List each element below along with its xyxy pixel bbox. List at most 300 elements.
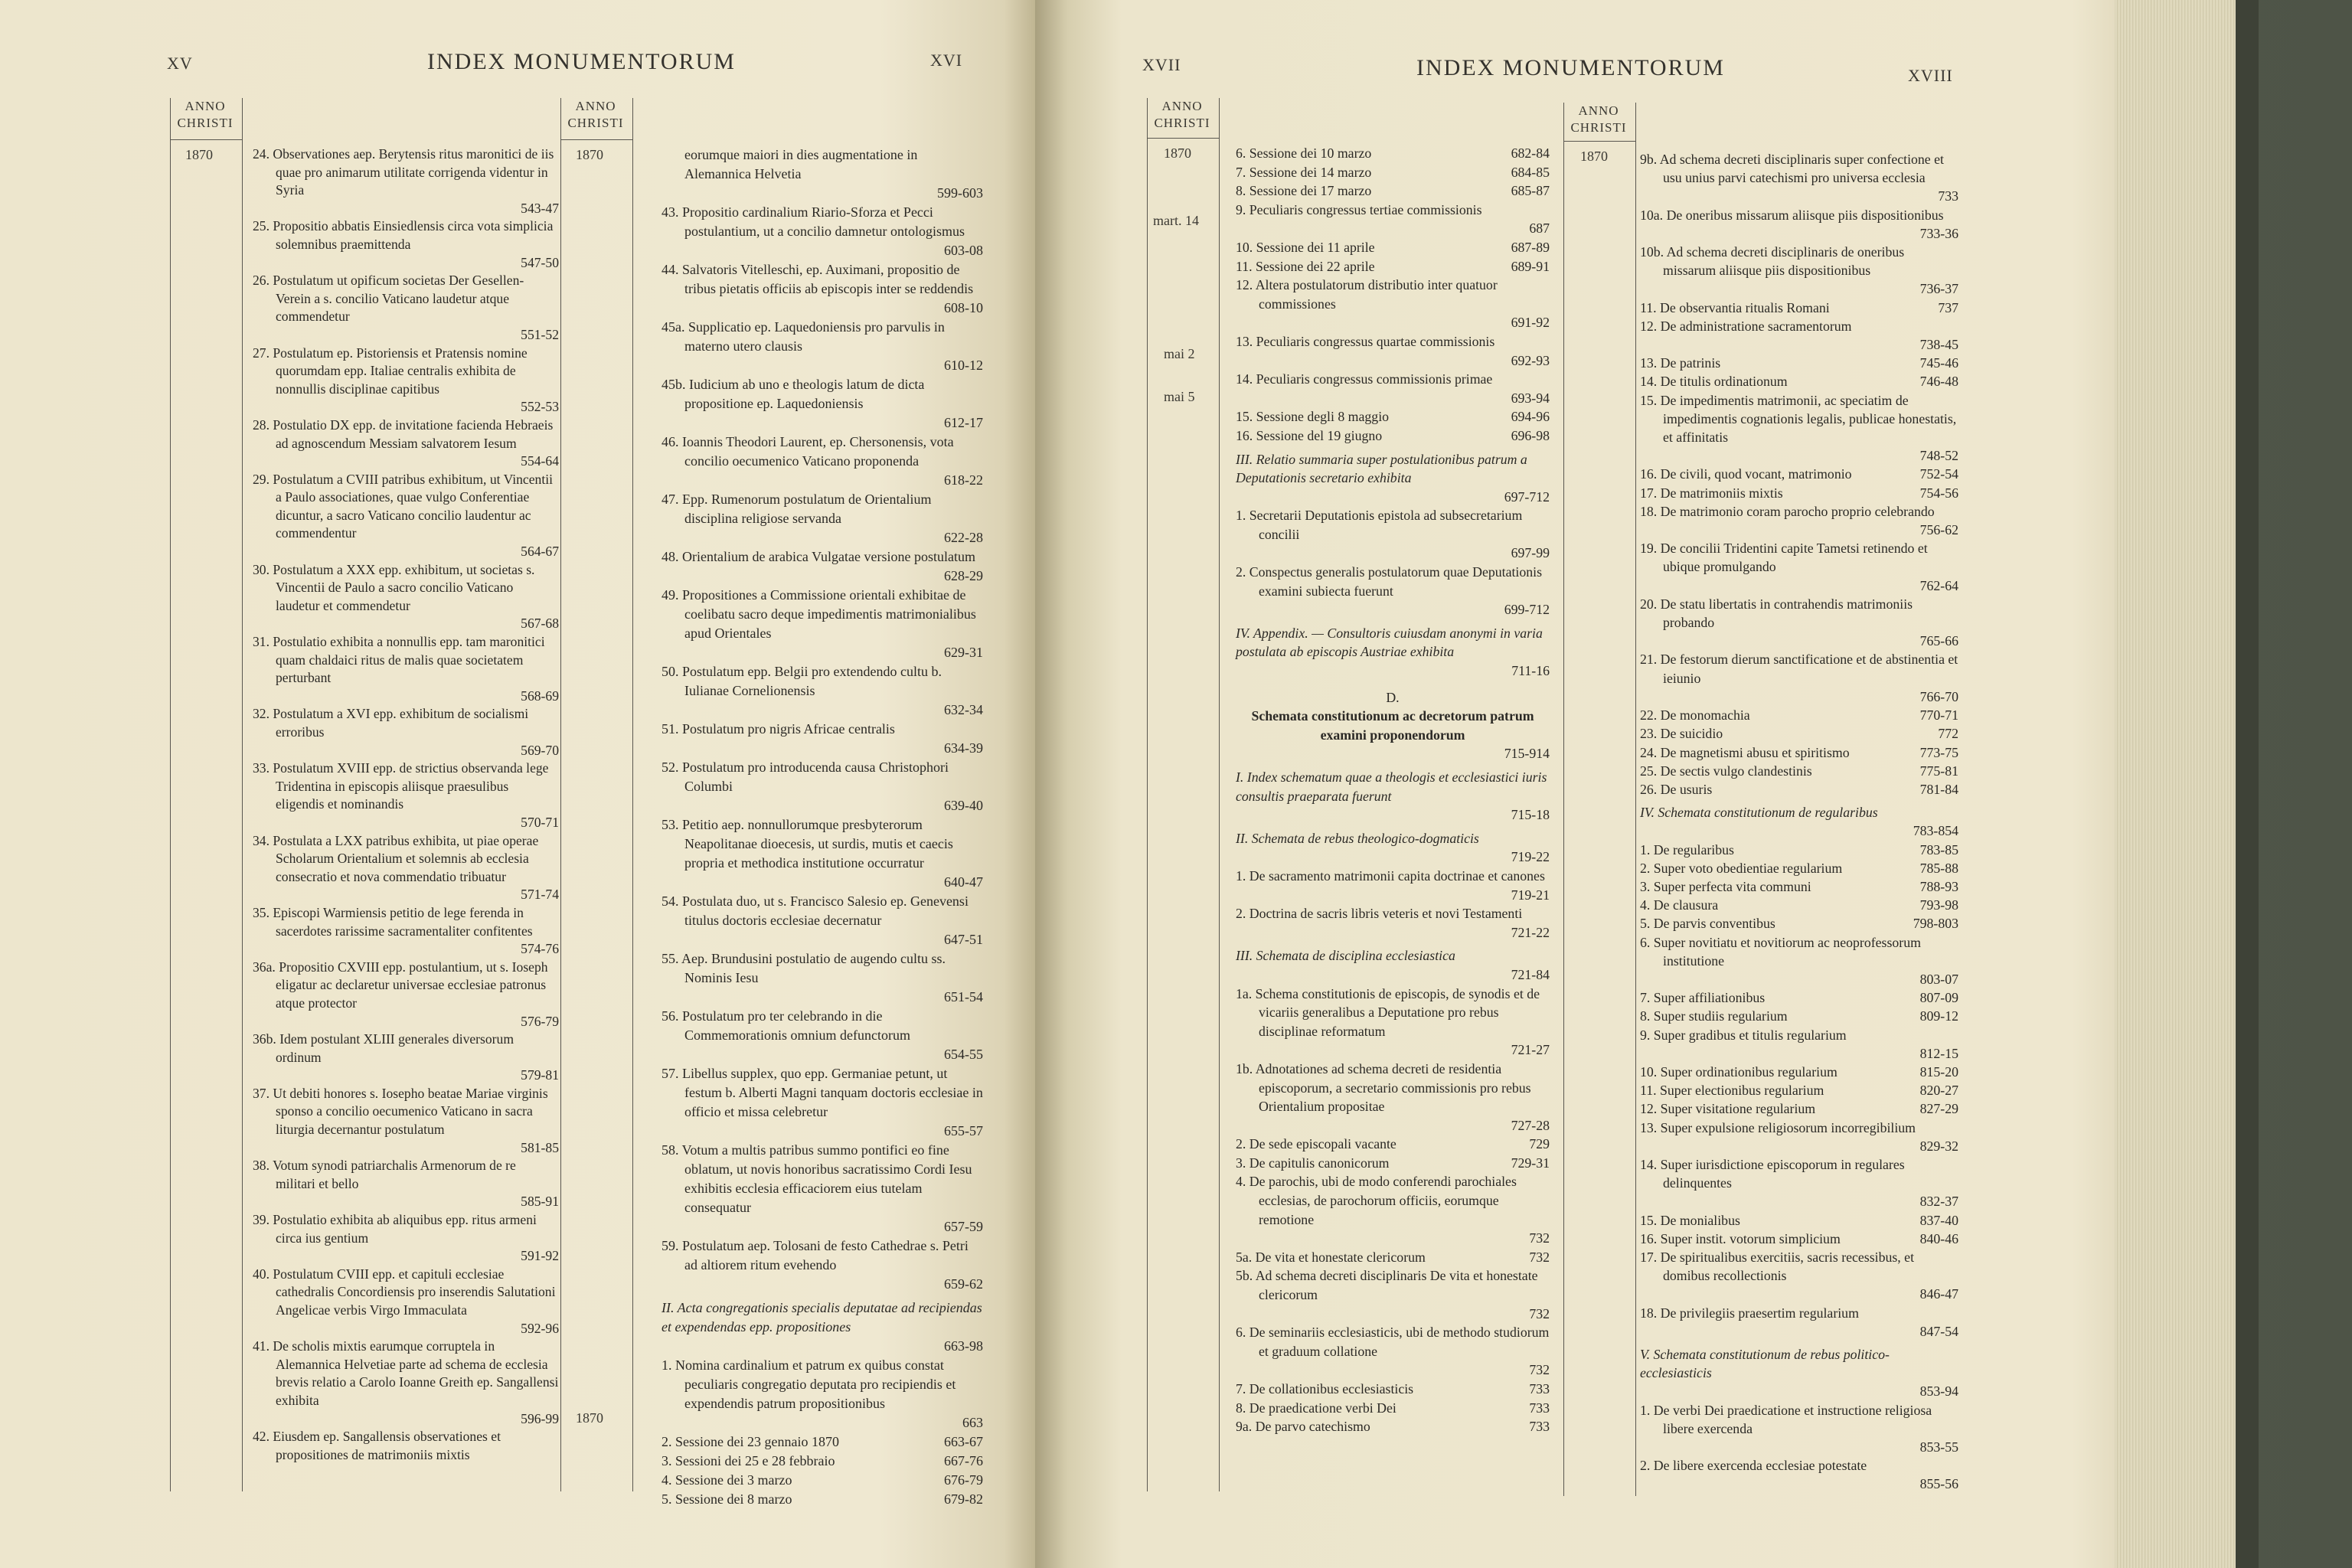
index-entry bbox=[1640, 150, 1958, 206]
entry-title: 12. De administratione sacramentorum bbox=[1640, 318, 1852, 334]
entry-title: 24. Observationes aep. Berytensis ritus maronitici de iis quae pro animarum utilitate corrigenda videntur in Syria bbox=[253, 146, 554, 198]
entry-title: 21. De festorum dierum sanctificatione et de abstinentia et ieiunio bbox=[1640, 652, 1958, 686]
rule bbox=[1219, 98, 1220, 1491]
entry-title: 5. De parvis conventibus bbox=[1640, 916, 1775, 932]
year-1870: 1870 bbox=[1164, 145, 1191, 161]
entry-title: 47. Epp. Rumenorum postulatum de Orientalium disciplina religiose servanda bbox=[662, 492, 932, 526]
entry-title: 7. De collationibus ecclesiasticis bbox=[1236, 1381, 1414, 1396]
year-mart-14: mart. 14 bbox=[1153, 213, 1199, 228]
page-range: 663 bbox=[962, 1415, 983, 1430]
page-range: 696-98 bbox=[1511, 427, 1550, 443]
index-entry bbox=[253, 633, 559, 705]
entry-title: 16. Sessione del 19 giugno bbox=[1236, 427, 1383, 443]
page-range: 567-68 bbox=[521, 616, 559, 632]
year-mai-5: mai 5 bbox=[1164, 389, 1195, 404]
entry-title: 14. Peculiaris congressus commissionis primae bbox=[1236, 371, 1493, 387]
index-entry bbox=[1640, 1026, 1958, 1063]
page-range: 721-22 bbox=[1511, 924, 1550, 940]
index-entry bbox=[1640, 1119, 1958, 1155]
entry-title: 22. De monomachia bbox=[1640, 707, 1750, 724]
page-range: 579-81 bbox=[521, 1067, 559, 1083]
index-entry bbox=[1640, 1401, 1958, 1457]
entry-title: 18. De privilegiis praesertim regularium bbox=[1640, 1305, 1859, 1321]
page-range: 733 bbox=[1529, 1400, 1550, 1416]
entry-title: 53. Petitio aep. nonnullorumque presbyterorum Neapolitanae dioecesis, ut surdis, mutis et caecis propria et methodica institutione occurratur bbox=[662, 817, 953, 871]
page-range: 756-62 bbox=[1919, 522, 1958, 538]
index-entry bbox=[1236, 867, 1550, 904]
entry-title: 1a. Schema constitutionis de episcopis, de synodis et de vicariis generalibus a Deputatione pro rebus disciplinae reformatum bbox=[1236, 985, 1540, 1039]
christi-label: CHRISTI bbox=[1154, 116, 1210, 130]
entry-title: 36b. Idem postulant XLIII generales diversorum ordinum bbox=[253, 1031, 514, 1065]
entry-title: 56. Postulatum pro ter celebrando in die Commemorationis omnium defunctorum bbox=[662, 1008, 910, 1043]
entry-title: 8. De praedicatione verbi Dei bbox=[1236, 1400, 1396, 1416]
page-range: 692-93 bbox=[1511, 352, 1550, 368]
index-entry bbox=[1640, 1007, 1958, 1025]
entry-title: 24. De magnetismi abusu et spiritismo bbox=[1640, 744, 1850, 760]
index-entry bbox=[1640, 1063, 1958, 1081]
rule bbox=[242, 98, 243, 1491]
index-entry bbox=[1236, 506, 1550, 563]
index-entry bbox=[1640, 317, 1958, 354]
index-entry bbox=[662, 1007, 983, 1064]
entry-title: 15. De impedimentis matrimonii, ac speciatim de impedimentis cognationis legalis, publicae honestatis, et affinitatis bbox=[1640, 392, 1957, 446]
page-range: 585-91 bbox=[521, 1194, 559, 1210]
entry-title: 51. Postulatum pro nigris Africae centralis bbox=[662, 721, 895, 737]
index-entry bbox=[1640, 391, 1958, 466]
page-range: 783-854 bbox=[1913, 823, 1958, 839]
entry-title: 29. Postulatum a CVIII patribus exhibitum, ut Vincentii a Paulo associationes, quae vulgo Conferentiae dicuntur, a sacro Vaticano concilio laudentur ac commendentur bbox=[253, 471, 553, 541]
entry-title: 6. De seminariis ecclesiasticis, ubi de methodo studiorum et graduum collatione bbox=[1236, 1325, 1550, 1359]
entry-title: II. Schemata de rebus theologico-dogmaticis bbox=[1236, 830, 1479, 846]
rule bbox=[170, 98, 171, 1491]
entry-title: 1. De regularibus bbox=[1640, 841, 1734, 858]
index-entry bbox=[1236, 1323, 1550, 1380]
entry-title: 57. Libellus supplex, quo epp. Germaniae petunt, ut festum b. Alberti Magni tanquam doctoris ecclesiae in officio et missa celebretur bbox=[662, 1066, 983, 1119]
year-1870: 1870 bbox=[185, 147, 213, 162]
entry-title: 16. De civili, quod vocant, matrimonio bbox=[1640, 466, 1852, 482]
index-entry bbox=[1640, 859, 1958, 877]
page-range: 612-17 bbox=[944, 415, 983, 430]
index-entry bbox=[1640, 595, 1958, 651]
page-range: 655-57 bbox=[944, 1123, 983, 1138]
section-heading bbox=[1236, 946, 1550, 984]
page-range: 568-69 bbox=[521, 688, 559, 704]
index-entry bbox=[1640, 1081, 1958, 1099]
section-heading bbox=[662, 1298, 983, 1356]
entry-title: IV. Schemata constitutionum de regularibus bbox=[1640, 805, 1878, 821]
page-range: 564-67 bbox=[521, 544, 559, 560]
entry-title: 40. Postulatum CVIII epp. et capituli ecclesiae cathedralis Concordiensis pro inserendis Salutationi Angelicae verbis Virgo Immaculata bbox=[253, 1266, 556, 1318]
entry-title: 48. Orientalium de arabica Vulgatae versione postulatum bbox=[662, 549, 975, 564]
folio-xvii: XVII bbox=[1142, 55, 1181, 74]
page-range: 855-56 bbox=[1919, 1476, 1958, 1492]
rule bbox=[1147, 98, 1148, 1491]
entry-title: 33. Postulatum XVIII epp. de strictius observanda lege Tridentina in episcopis aliisque praesulibus eligendis et nominandis bbox=[253, 760, 549, 812]
index-entry bbox=[662, 720, 983, 758]
page-range: 608-10 bbox=[944, 300, 983, 315]
entry-title: 4. De parochis, ubi de modo conferendi parochiales ecclesias, de parochorum officiis, eorumque remotione bbox=[1236, 1174, 1517, 1227]
index-entry bbox=[662, 892, 983, 949]
index-entry bbox=[1640, 465, 1958, 483]
entry-title: 13. Super expulsione religiosorum incorregibilium bbox=[1640, 1119, 1916, 1135]
entry-title: 11. De observantia ritualis Romani bbox=[1640, 299, 1830, 315]
page-range: 840-46 bbox=[1919, 1230, 1958, 1246]
entry-title: 3. Super perfecta vita communi bbox=[1640, 878, 1811, 894]
entry-title: 2. Doctrina de sacris libris veteris et novi Testamenti bbox=[1236, 906, 1523, 922]
page-range: 837-40 bbox=[1919, 1212, 1958, 1228]
index-entry bbox=[662, 1490, 983, 1509]
page-range: 746-48 bbox=[1919, 374, 1958, 390]
entry-title: 14. Super iurisdictione episcoporum in regulares delinquentes bbox=[1640, 1156, 1905, 1191]
entry-title: 1. Nomina cardinalium et patrum ex quibus constat peculiaris congregatio deputata pro recipiendis et expendendis patrum propositionibus bbox=[662, 1357, 956, 1411]
page-range: 721-84 bbox=[1511, 966, 1550, 982]
entry-title: 23. De suicidio bbox=[1640, 726, 1723, 742]
index-entry bbox=[1640, 743, 1958, 762]
entry-title: 4. Sessione dei 3 marzo bbox=[662, 1472, 792, 1488]
index-entry bbox=[662, 1236, 983, 1294]
page-range: 809-12 bbox=[1919, 1008, 1958, 1024]
entry-title: 3. De capitulis canonicorum bbox=[1236, 1155, 1390, 1171]
index-entry bbox=[662, 949, 983, 1007]
page-range: 554-64 bbox=[521, 453, 559, 469]
index-entry bbox=[662, 662, 983, 720]
page-range: 733 bbox=[1529, 1419, 1550, 1435]
christi-label: CHRISTI bbox=[177, 116, 234, 130]
index-entry bbox=[253, 561, 559, 633]
index-entry bbox=[1236, 201, 1550, 238]
entry-title: 20. De statu libertatis in contrahendis matrimoniis probando bbox=[1640, 596, 1913, 631]
entry-title: 7. Sessione dei 14 marzo bbox=[1236, 164, 1372, 180]
entry-title: III. Schemata de disciplina ecclesiastica bbox=[1236, 948, 1455, 964]
anno-christi-label-1 bbox=[170, 98, 240, 132]
index-entry bbox=[1640, 354, 1958, 372]
page-range: 663-98 bbox=[944, 1338, 983, 1354]
index-entry bbox=[662, 1141, 983, 1236]
entry-title: 7. Super affiliationibus bbox=[1640, 990, 1766, 1006]
page-range: 773-75 bbox=[1919, 744, 1958, 760]
entry-title: 1. De verbi Dei praedicatione et instructione religiosa libere exercenda bbox=[1640, 1402, 1932, 1436]
index-column-4 bbox=[1640, 150, 1958, 1494]
entry-title: 30. Postulatum a XXX epp. exhibitum, ut societas s. Vincentii de Paulo a sacro concilio Vaticano laudetur et commendetur bbox=[253, 561, 535, 613]
index-entry bbox=[1640, 539, 1958, 595]
entry-title: 3. Sessioni dei 25 e 28 febbraio bbox=[662, 1453, 835, 1468]
page-range: 847-54 bbox=[1919, 1323, 1958, 1339]
index-entry bbox=[1640, 206, 1958, 243]
index-entry bbox=[1236, 257, 1550, 276]
entry-title: 1. De sacramento matrimonii capita doctrinae et canones bbox=[1236, 867, 1545, 884]
anno-christi-label-4 bbox=[1563, 103, 1634, 136]
page-range: 687 bbox=[1529, 220, 1550, 237]
index-entry bbox=[662, 433, 983, 490]
page-range: 634-39 bbox=[944, 740, 983, 756]
index-entry bbox=[1236, 1266, 1550, 1323]
entry-title: 42. Eiusdem ep. Sangallensis observationes et propositiones de matrimoniis mixtis bbox=[253, 1429, 501, 1462]
page-range: 628-29 bbox=[944, 568, 983, 583]
entry-title: 25. Propositio abbatis Einsiedlensis circa vota simplicia solemnibus praemittenda bbox=[253, 218, 554, 252]
index-entry bbox=[1236, 1380, 1550, 1399]
index-entry bbox=[1640, 841, 1958, 859]
entry-title: D. bbox=[1386, 689, 1400, 705]
page-range: 691-92 bbox=[1511, 315, 1550, 331]
entry-title: 38. Votum synodi patriarchalis Armenorum de re militari et bello bbox=[253, 1158, 516, 1191]
entry-title: 43. Propositio cardinalium Riario-Sforza et Pecci postulantium, ut a concilio damnetur ontologismus bbox=[662, 204, 965, 239]
entry-title: 10a. De oneribus missarum aliisque piis dispositionibus bbox=[1640, 207, 1944, 223]
index-entry bbox=[1236, 563, 1550, 619]
page-range: 766-70 bbox=[1919, 688, 1958, 704]
entry-title: 2. Super voto obedientiae regularium bbox=[1640, 860, 1843, 876]
index-entry bbox=[253, 1428, 559, 1464]
section-letter bbox=[1236, 688, 1550, 707]
entry-title: 45a. Supplicatio ep. Laquedoniensis pro parvulis in materno utero clausis bbox=[662, 319, 945, 354]
page-range: 754-56 bbox=[1919, 485, 1958, 501]
page-range: 733-36 bbox=[1919, 225, 1958, 241]
index-entry bbox=[662, 758, 983, 815]
page-range: 812-15 bbox=[1919, 1045, 1958, 1061]
page-edges bbox=[2115, 0, 2252, 1568]
index-entry bbox=[253, 760, 559, 831]
rule bbox=[632, 98, 633, 1491]
entry-title: 9. Super gradibus et titulis regularium bbox=[1640, 1027, 1847, 1043]
page-range: 685-87 bbox=[1511, 183, 1550, 199]
entry-title: 10. Super ordinationibus regularium bbox=[1640, 1063, 1838, 1080]
page-range: 733 bbox=[1938, 188, 1958, 204]
page-range: 552-53 bbox=[521, 399, 559, 415]
page-range: 689-91 bbox=[1511, 258, 1550, 274]
page-range: 762-64 bbox=[1919, 577, 1958, 593]
index-entry bbox=[1640, 988, 1958, 1007]
page-range: 719-22 bbox=[1511, 849, 1550, 865]
page-range: 729 bbox=[1529, 1136, 1550, 1152]
anno-label: ANNO bbox=[185, 99, 226, 113]
index-entry bbox=[253, 217, 559, 272]
page-range: 599-603 bbox=[937, 185, 983, 201]
page-range: 732 bbox=[1529, 1249, 1550, 1265]
index-entry bbox=[1236, 407, 1550, 426]
index-entry bbox=[1640, 1304, 1958, 1341]
page-range: 788-93 bbox=[1919, 878, 1958, 894]
rule bbox=[1147, 138, 1219, 139]
entry-title: 8. Super studiis regularium bbox=[1640, 1008, 1788, 1024]
entry-title: 5a. De vita et honestate clericorum bbox=[1236, 1249, 1426, 1265]
page-range: 733 bbox=[1529, 1381, 1550, 1396]
index-column-1 bbox=[253, 145, 559, 1464]
index-entry bbox=[1640, 877, 1958, 896]
entry-title: 25. De sectis vulgo clandestinis bbox=[1640, 763, 1812, 779]
index-entry bbox=[1640, 933, 1958, 989]
entry-title: 54. Postulata duo, ut s. Francisco Salesio ep. Genevensi titulus doctoris ecclesiae decernatur bbox=[662, 893, 969, 928]
index-entry bbox=[1236, 1399, 1550, 1418]
entry-title: 37. Ut debiti honores s. Iosepho beatae Mariae virginis sponso a concilio oecumenico Vaticano in sacra liturgia decernantur postulatum bbox=[253, 1085, 548, 1138]
page-range: 798-803 bbox=[1913, 916, 1958, 932]
index-entry bbox=[1236, 181, 1550, 201]
entry-title: II. Acta congregationis specialis deputatae ad recipiendas et expendendas epp. propositiones bbox=[662, 1300, 982, 1334]
entry-title: 26. Postulatum ut opificum societas Der Gesellen-Verein a s. concilio Vaticano laudetur atque commendetur bbox=[253, 273, 524, 325]
page-range: 551-52 bbox=[521, 326, 559, 342]
index-entry bbox=[662, 815, 983, 892]
index-entry bbox=[1640, 1248, 1958, 1304]
entry-title: 41. De scholis mixtis earumque corruptela in Alemannica Helvetiae parte ad schema de ecclesia brevis relatio a Carolo Ioanne Greith ep. Sangallensi exhibita bbox=[253, 1338, 559, 1408]
page-range: 569-70 bbox=[521, 742, 559, 758]
index-entry bbox=[1640, 706, 1958, 724]
page-range: 663-67 bbox=[944, 1434, 983, 1449]
index-column-2 bbox=[662, 145, 983, 1509]
page-range: 732 bbox=[1529, 1305, 1550, 1321]
index-entry bbox=[1640, 724, 1958, 743]
anno-christi-label-2 bbox=[560, 98, 631, 132]
page-range: 687-89 bbox=[1511, 239, 1550, 255]
entry-title: 35. Episcopi Warmiensis petitio de lege ferenda in sacerdotes rarissime sacramentaliter confitentes bbox=[253, 904, 533, 939]
index-entry bbox=[253, 1031, 559, 1085]
index-entry bbox=[253, 1338, 559, 1428]
index-entry bbox=[1640, 299, 1958, 317]
entry-title: 46. Ioannis Theodori Laurent, ep. Chersonensis, vota concilio oecumenico Vaticano proponenda bbox=[662, 434, 954, 469]
page-range: 697-99 bbox=[1511, 545, 1550, 561]
index-entry bbox=[662, 145, 983, 203]
index-entry bbox=[253, 1211, 559, 1266]
entry-title: 10. Sessione dei 11 aprile bbox=[1236, 239, 1375, 255]
entry-title: 16. Super instit. votorum simplicium bbox=[1640, 1230, 1841, 1246]
index-entry bbox=[1236, 426, 1550, 446]
index-entry bbox=[662, 490, 983, 547]
index-entry bbox=[253, 1085, 559, 1157]
entry-title: III. Relatio summaria super postulationibus patrum a Deputationis secretario exhibita bbox=[1236, 451, 1527, 486]
page-range: 732 bbox=[1529, 1362, 1550, 1378]
index-entry bbox=[253, 1157, 559, 1211]
book-cover-shadow bbox=[2236, 0, 2259, 1568]
page-range: 676-79 bbox=[944, 1472, 983, 1488]
index-entry bbox=[662, 1452, 983, 1471]
index-entry bbox=[1236, 1417, 1550, 1436]
anno-label: ANNO bbox=[1161, 99, 1203, 113]
page-range: 781-84 bbox=[1919, 781, 1958, 797]
index-entry bbox=[1640, 502, 1958, 539]
index-entry bbox=[662, 1064, 983, 1141]
index-entry bbox=[662, 318, 983, 375]
index-entry bbox=[1640, 1099, 1958, 1118]
entry-title: 49. Propositiones a Commissione orientali exhibitae de coelibatu sacro deque impedimentis matrimonialibus apud Orientales bbox=[662, 587, 976, 641]
index-entry bbox=[1640, 896, 1958, 914]
page-range: 727-28 bbox=[1511, 1117, 1550, 1133]
folio-xv: XV bbox=[167, 54, 193, 73]
index-entry bbox=[1236, 163, 1550, 182]
entry-title: 8. Sessione dei 17 marzo bbox=[1236, 183, 1372, 199]
page-range: 785-88 bbox=[1919, 860, 1958, 876]
rule bbox=[1563, 141, 1635, 142]
entry-title: 39. Postulatio exhibita ab aliquibus epp. ritus armeni circa ius gentium bbox=[253, 1212, 537, 1246]
page-range: 659-62 bbox=[944, 1276, 983, 1292]
page-range: 770-71 bbox=[1919, 707, 1958, 724]
entry-title: 5b. Ad schema decreti disciplinaris De vita et honestate clericorum bbox=[1236, 1268, 1538, 1303]
page-range: 697-712 bbox=[1504, 488, 1550, 505]
page-range: 618-22 bbox=[944, 472, 983, 488]
index-entry bbox=[253, 959, 559, 1031]
index-entry bbox=[1236, 985, 1550, 1060]
entry-title: 17. De matrimoniis mixtis bbox=[1640, 485, 1783, 501]
page-range: 581-85 bbox=[521, 1139, 559, 1155]
page-range: 775-81 bbox=[1919, 763, 1958, 779]
entry-title: 26. De usuris bbox=[1640, 781, 1713, 797]
anno-christi-label-3 bbox=[1147, 98, 1217, 132]
page-range: 547-50 bbox=[521, 254, 559, 270]
entry-title: 32. Postulatum a XVI epp. exhibitum de socialismi erroribus bbox=[253, 706, 529, 740]
rule bbox=[1635, 103, 1636, 1496]
entry-title: 11. Sessione dei 22 aprile bbox=[1236, 258, 1375, 274]
section-heading bbox=[1236, 624, 1550, 681]
entry-title: 58. Votum a multis patribus summo pontifici eo fine oblatum, ut novis honoribus sacratissimo Cordi Iesu exhibitis ecclesia efficaciorem eius tutelam consequatur bbox=[662, 1142, 972, 1215]
entry-title: 1. Secretarii Deputationis epistola ad subsecretarium concilii bbox=[1236, 508, 1523, 542]
page-range: 807-09 bbox=[1919, 990, 1958, 1006]
rule bbox=[1563, 103, 1564, 1496]
index-entry bbox=[1640, 780, 1958, 799]
entry-title: 4. De clausura bbox=[1640, 897, 1719, 913]
entry-title: 12. Altera postulatorum distributio inter quatuor commissiones bbox=[1236, 277, 1498, 312]
page-range: 592-96 bbox=[521, 1320, 559, 1336]
year-1870: 1870 bbox=[576, 147, 603, 162]
entry-title: 6. Super novitiatu et novitiorum ac neoprofessorum institutione bbox=[1640, 934, 1921, 969]
index-entry bbox=[1236, 276, 1550, 332]
entry-title: 9b. Ad schema decreti disciplinaris super confectione et usu unius parvi catechismi pro universa ecclesia bbox=[1640, 152, 1944, 186]
page-range: 640-47 bbox=[944, 874, 983, 890]
index-entry bbox=[1640, 372, 1958, 390]
page-range: 632-34 bbox=[944, 702, 983, 717]
page-range: 596-99 bbox=[521, 1410, 559, 1426]
page-range: 853-94 bbox=[1919, 1383, 1958, 1400]
page-range: 639-40 bbox=[944, 798, 983, 813]
page-range: 610-12 bbox=[944, 358, 983, 373]
entry-title: I. Index schematum quae a theologis et ecclesiastici iuris consultis praeparata fuerunt bbox=[1236, 769, 1547, 804]
index-entry bbox=[662, 1432, 983, 1452]
index-entry bbox=[253, 1266, 559, 1338]
page-range: 721-27 bbox=[1511, 1042, 1550, 1058]
entry-title: 2. De sede episcopali vacante bbox=[1236, 1136, 1396, 1152]
index-entry bbox=[253, 416, 559, 471]
page-range: 745-46 bbox=[1919, 355, 1958, 371]
index-entry bbox=[1236, 1172, 1550, 1247]
index-entry bbox=[662, 1471, 983, 1490]
page-range: 729-31 bbox=[1511, 1155, 1550, 1171]
rule bbox=[560, 98, 561, 1491]
entry-title: 14. De titulis ordinationum bbox=[1640, 374, 1788, 390]
year-1870: 1870 bbox=[576, 1410, 603, 1426]
index-entry bbox=[1236, 144, 1550, 163]
section-heading bbox=[1236, 450, 1550, 507]
entry-title: 10b. Ad schema decreti disciplinaris de oneribus missarum aliisque piis dispositionibus bbox=[1640, 244, 1905, 279]
index-entry bbox=[1236, 904, 1550, 942]
index-entry bbox=[1236, 1248, 1550, 1267]
index-entry bbox=[253, 832, 559, 904]
index-entry bbox=[1236, 238, 1550, 257]
index-entry bbox=[1236, 1060, 1550, 1135]
index-entry bbox=[1640, 484, 1958, 502]
folio-xviii: XVIII bbox=[1908, 66, 1953, 85]
page-range: 737 bbox=[1938, 299, 1958, 315]
index-entry bbox=[662, 203, 983, 260]
entry-title: 15. De monialibus bbox=[1640, 1212, 1740, 1228]
page-range: 657-59 bbox=[944, 1219, 983, 1234]
index-entry bbox=[1236, 1154, 1550, 1173]
entry-title: 13. De patrinis bbox=[1640, 355, 1721, 371]
page-range: 832-37 bbox=[1919, 1194, 1958, 1210]
entry-title: 2. De libere exercenda ecclesiae potestate bbox=[1640, 1458, 1867, 1474]
page-range: 576-79 bbox=[521, 1013, 559, 1029]
entry-title: 28. Postulatio DX epp. de invitatione facienda Hebraeis ad agnoscendum Messiam salvatorem Iesum bbox=[253, 416, 554, 451]
entry-title: 2. Sessione dei 23 gennaio 1870 bbox=[662, 1434, 839, 1449]
entry-title: 13. Peculiaris congressus quartae commissionis bbox=[1236, 333, 1495, 349]
page-range: 736-37 bbox=[1919, 281, 1958, 297]
index-entry bbox=[1640, 650, 1958, 706]
entry-title: 12. Super visitatione regularium bbox=[1640, 1101, 1816, 1117]
entry-title: V. Schemata constitutionum de rebus politico-ecclesiasticis bbox=[1640, 1347, 1890, 1381]
